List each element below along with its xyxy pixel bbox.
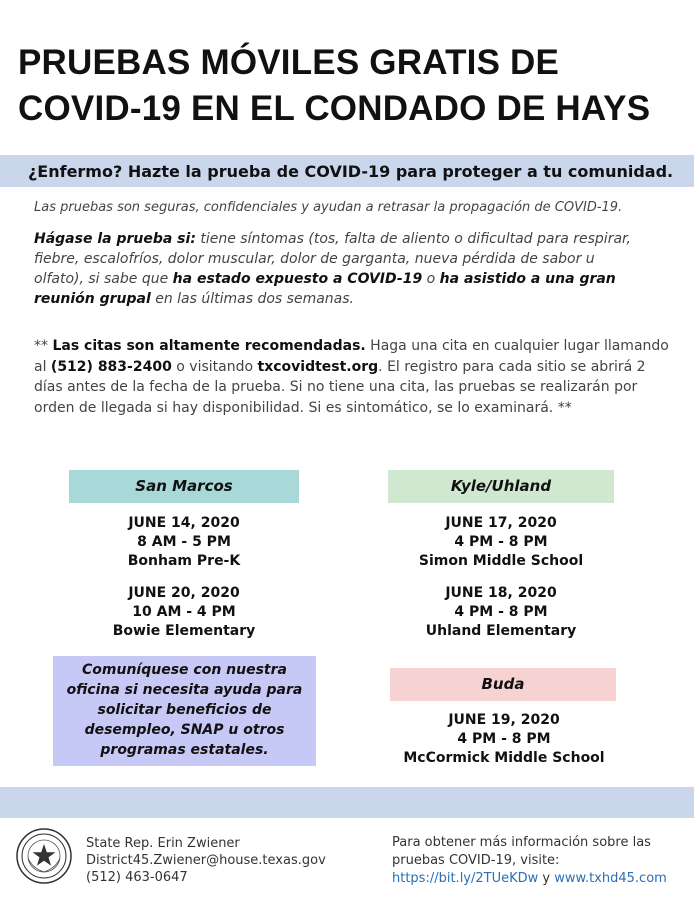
link-txhd45[interactable]: www.txhd45.com: [554, 871, 667, 886]
symptoms-text-3: en las últimas dos semanas.: [150, 291, 354, 307]
location-header-buda: Buda: [390, 668, 616, 701]
link-bitly[interactable]: https://bit.ly/2TUeKDw: [392, 871, 539, 886]
appointments-paragraph: [34, 336, 674, 418]
symptoms-text-1: tiene síntomas (tos, falta de aliento o dificultad para respirar, fiebre, escalofríos, dolor muscular, dolor de garganta, nueva pérdida de sabor u olfato), si sabe que: [34, 231, 631, 287]
event-date: JUNE 18, 2020: [445, 585, 557, 601]
appt-text-1: Haga una cita en cualquier lugar llamando al: [34, 338, 669, 375]
event-place: Bowie Elementary: [112, 623, 256, 639]
event-place: Simon Middle School: [418, 553, 584, 569]
contact-name: State Rep. Erin Zwiener: [86, 836, 240, 851]
event-san-marcos-1: [59, 514, 309, 571]
appt-text-3: . El registro para cada sitio se abrirá 2 días antes de la fecha de la prueba. Si no tiene una cita, las pruebas se realizarán por orden de llegada si hay disponibilidad. Si es sintomático, se lo examinará. **: [34, 358, 646, 416]
event-time: 4 PM - 8 PM: [454, 534, 548, 550]
event-date: JUNE 19, 2020: [448, 712, 560, 728]
event-place: Bonham Pre-K: [127, 553, 241, 569]
texas-state-seal-icon: [16, 828, 72, 884]
event-date: JUNE 17, 2020: [445, 515, 557, 531]
flyer-title: [18, 40, 688, 132]
event-date: JUNE 14, 2020: [128, 515, 240, 531]
title-line-1: PRUEBAS MÓVILES GRATIS DE: [18, 43, 560, 82]
symptoms-exposed: ha estado expuesto a COVID-19: [172, 271, 423, 287]
appt-recommended: Las citas son altamente recomendadas.: [52, 338, 366, 354]
intro-text: Las pruebas son seguras, confidenciales y ayudan a retrasar la propagación de COVID-19.: [34, 200, 623, 215]
event-kyle-2: [376, 584, 626, 641]
symptoms-text-2: o: [422, 271, 440, 287]
event-san-marcos-2: [59, 584, 309, 641]
location-header-san-marcos: San Marcos: [69, 470, 299, 503]
footer-band: [0, 787, 694, 818]
symptoms-gathering: ha asistido a una gran reunión grupal: [34, 271, 616, 307]
help-box: Comuníquese con nuestra oficina si necesita ayuda para solicitar beneficios de desempleo, SNAP u otros programas estatales.: [53, 656, 316, 766]
event-kyle-1: [376, 514, 626, 571]
link-separator: y: [538, 871, 555, 886]
event-place: Uhland Elementary: [425, 623, 577, 639]
event-place: McCormick Middle School: [403, 750, 605, 766]
symptoms-paragraph: [34, 229, 634, 309]
appt-text-2: o visitando: [171, 358, 258, 375]
contact-email[interactable]: District45.Zwiener@house.texas.gov: [86, 853, 326, 868]
event-buda-1: [374, 711, 634, 768]
event-time: 4 PM - 8 PM: [454, 604, 548, 620]
contact-phone: (512) 463-0647: [86, 870, 188, 885]
event-time: 4 PM - 8 PM: [457, 731, 551, 747]
event-time: 8 AM - 5 PM: [137, 534, 231, 550]
footer-more-info: [392, 834, 692, 888]
footer-contact: [86, 835, 366, 886]
appt-phone: (512) 883-2400: [50, 358, 172, 375]
location-header-kyle-uhland: Kyle/Uhland: [388, 470, 614, 503]
symptoms-lead: Hágase la prueba si:: [34, 231, 196, 247]
more-info-text: Para obtener más información sobre las pruebas COVID-19, visite:: [392, 835, 651, 868]
subtitle-banner-text: ¿Enfermo? Hazte la prueba de COVID-19 para proteger a tu comunidad.: [28, 162, 674, 181]
event-time: 10 AM - 4 PM: [132, 604, 236, 620]
appt-prefix: **: [34, 338, 53, 354]
title-line-2: COVID-19 EN EL CONDADO DE HAYS: [18, 89, 651, 128]
event-date: JUNE 20, 2020: [128, 585, 240, 601]
appt-site: txcovidtest.org: [257, 358, 379, 375]
